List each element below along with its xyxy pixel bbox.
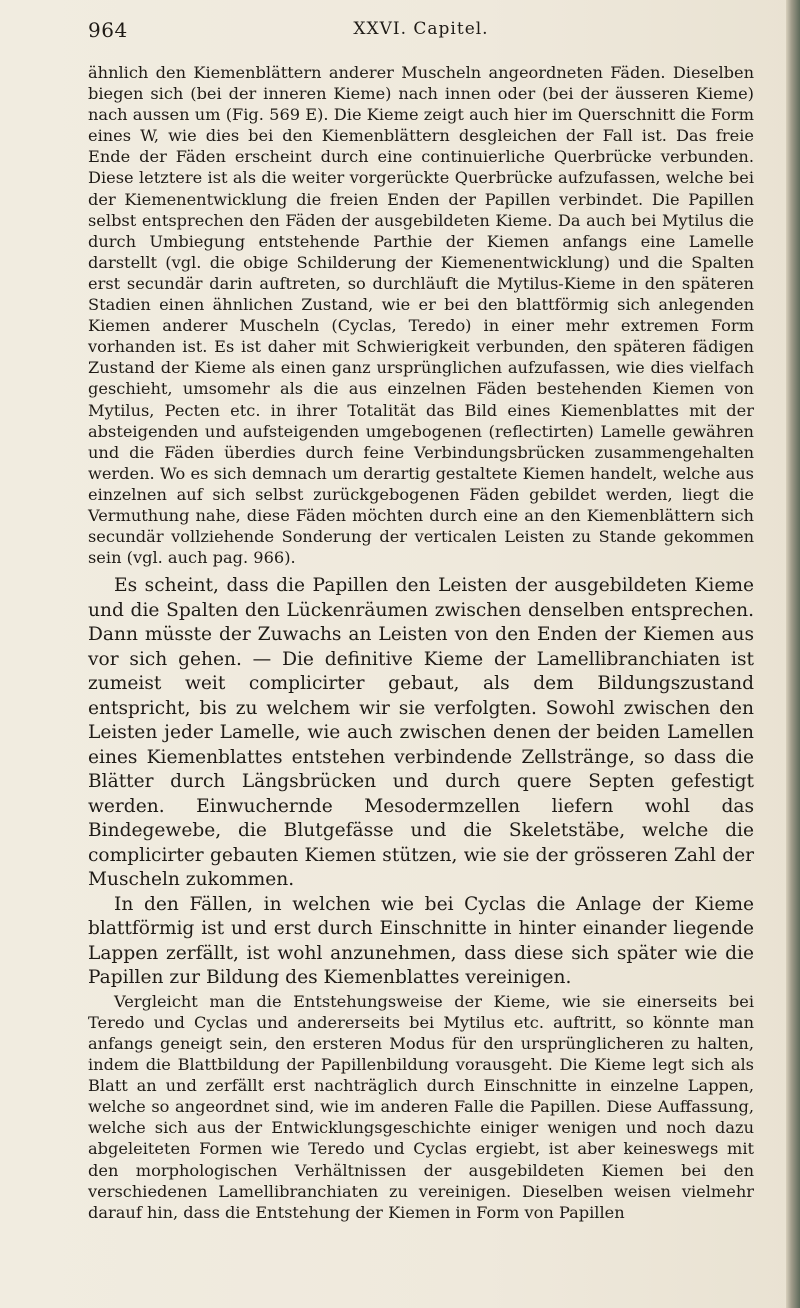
page-number: 964	[88, 18, 128, 42]
paragraph-4: Vergleicht man die Entstehungsweise der Kieme, wie sie einerseits bei Teredo und Cyclas und andererseits bei Mytilus etc. auftritt, so könnte man anfangs geneigt sein, den ersteren Modus für den ursprünglicheren zu halten, indem die Blattbildung der Papillenbildung vorausgeht. Die Kieme legt sich als Blatt an und zerfällt erst nachträglich durch Einschnitte in einzelne Lappen, welche so angeordnet sind, wie im anderen Falle die Papillen. Diese Auffassung, welche sich aus der Entwicklungsgeschichte einiger wenigen und noch dazu abgeleiteten Formen wie Teredo und Cyclas ergiebt, ist aber keineswegs mit den morphologischen Verhältnissen der ausgebildeten Kiemen bei den verschiedenen Lamellibranchiaten zu vereinigen. Dieselben weisen vielmehr darauf hin, dass die Entstehung der Kiemen in Form von Papillen	[88, 991, 754, 1222]
page-edge-shadow	[786, 0, 800, 1308]
paragraph-3: In den Fällen, in welchen wie bei Cyclas die Anlage der Kieme blattförmig ist und erst durch Einschnitte in hinter einander liegende Lappen zerfällt, ist wohl anzunehmen, dass diese sich später wie die Papillen zur Bildung des Kiemenblattes vereinigen.	[88, 893, 754, 989]
page-header	[88, 18, 754, 48]
paragraph-1: ähnlich den Kiemenblättern anderer Muscheln angeordneten Fäden. Dieselben biegen sich (bei der inneren Kieme) nach innen oder (bei der äusseren Kieme) nach aussen um (Fig. 569 E). Die Kieme zeigt auch hier im Querschnitt die Form eines W, wie dies bei den Kiemenblättern desgleichen der Fall ist. Das freie Ende der Fäden erscheint durch eine continuierliche Querbrücke verbunden. Diese letztere ist als die weiter vorgerückte Querbrücke aufzufassen, welche bei der Kiemenentwicklung die freien Enden der Papillen verbindet. Die Papillen selbst entsprechen den Fäden der ausgebildeten Kieme. Da auch bei Mytilus die durch Umbiegung entstehende Parthie der Kiemen anfangs eine Lamelle darstellt (vgl. die obige Schilderung der Kiemenentwicklung) und die Spalten erst secundär darin auftreten, so durchläuft die Mytilus-Kieme in den späteren Stadien einen ähnlichen Zustand, wie er bei den blattförmig sich anlegenden Kiemen anderer Muscheln (Cyclas, Teredo) in einer mehr extremen Form vorhanden ist. Es ist daher mit Schwierigkeit verbunden, den späteren fädigen Zustand der Kieme als einen ganz ursprünglichen aufzufassen, wie dies vielfach geschieht, umsomehr als die aus einzelnen Fäden bestehenden Kiemen von Mytilus, Pecten etc. in ihrer Totalität das Bild eines Kiemenblattes mit der absteigenden und aufsteigenden umgebogenen (reflectirten) Lamelle gewähren und die Fäden überdies durch feine Verbindungsbrücken zusammengehalten werden. Wo es sich demnach um derartig gestaltete Kiemen handelt, welche aus einzelnen auf sich selbst zurückgebogenen Fäden gebildet werden, liegt die Vermuthung nahe, diese Fäden möchten durch eine an den Kiemenblättern sich secundär vollziehende Sonderung der verticalen Leisten zu Stande gekommen sein (vgl. auch pag. 966).	[88, 63, 754, 568]
paragraph-2: Es scheint, dass die Papillen den Leisten der ausgebildeten Kieme und die Spalten den Lückenräumen zwischen denselben entsprechen. Dann müsste der Zuwachs an Leisten von den Enden der Kiemen aus vor sich gehen. — Die definitive Kieme der Lamellibranchiaten ist zumeist weit complicirter gebaut, als dem Bildungszustand entspricht, bis zu welchem wir sie verfolgten. Sowohl zwischen den Leisten jeder Lamelle, wie auch zwischen denen der beiden Lamellen eines Kiemenblattes entstehen verbindende Zellstränge, so dass die Blätter durch Längsbrücken und durch quere Septen gefestigt werden. Einwuchernde Mesodermzellen liefern wohl das Bindegewebe, die Blutgefässe und die Skeletstäbe, welche die complicirter gebauten Kiemen stützen, wie sie der grösseren Zahl der Muscheln zukommen.	[88, 575, 754, 891]
body-text	[88, 62, 754, 1223]
running-head: XXVI. Capitel.	[353, 19, 489, 39]
